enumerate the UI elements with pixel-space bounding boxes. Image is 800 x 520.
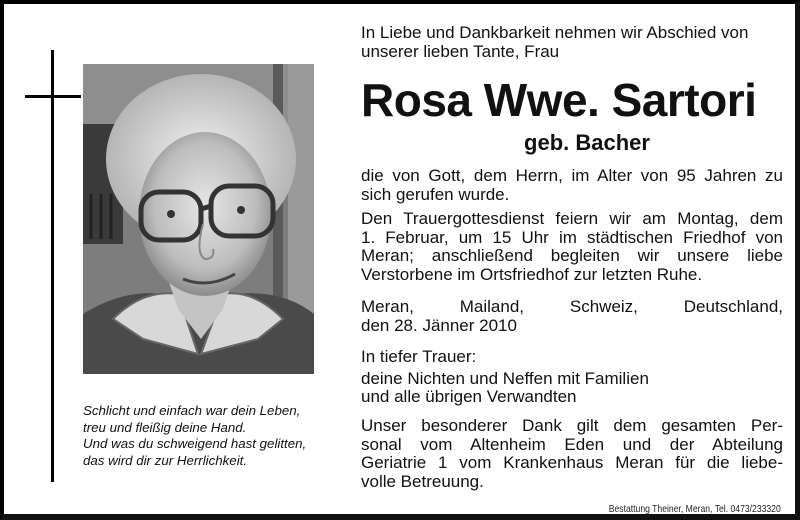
text-line: Verstorbene im Ortsfriedhof zur letzten Ruhe. [361,264,703,284]
places-line: Meran, Mailand, Schweiz, Deutschland, [361,297,783,316]
poem-line: treu und fleißig deine Hand. [83,419,247,435]
poem-line: das wird dir zur Herrlichkeit. [83,452,248,468]
place-date [361,298,783,335]
maiden-name: geb. Bacher [524,130,650,155]
thanks-paragraph [361,417,783,491]
text-line: volle Betreuung. [361,471,484,491]
intro-text [361,23,748,61]
text-line: die von Gott, dem Herrn, im Alter von 95 Jahren zu [361,166,783,185]
intro-line: unserer lieben Tante, Frau [361,42,560,61]
text-line: sonal vom Altenheim Eden und der Abteilung [361,434,783,454]
mourners-section [361,348,783,407]
memorial-poem [83,403,343,469]
mourner-line: und alle übrigen Verwandten [361,387,577,406]
poem-line: Und was du schweigend hast gelitten, [83,436,307,451]
mourner-line: deine Nichten und Neffen mit Familien [361,368,649,388]
intro-line: In Liebe und Dankbarkeit nehmen wir Abschied von [361,23,749,42]
portrait-photo [83,64,314,374]
deceased-name: Rosa Wwe. Sartori [361,74,757,126]
text-line: Unser besonderer Dank gilt dem gesamten Per- [361,416,783,435]
text-line: Geriatrie 1 vom Krankenhaus Meran für die liebe- [361,453,783,472]
date-line: den 28. Jänner 2010 [361,315,517,335]
mourning-heading: In tiefer Trauer: [361,347,477,366]
death-paragraph [361,167,783,204]
cross-vertical-bar [51,50,54,482]
text-line: 1. Februar, um 15 Uhr im städtischen Friedhof von [361,227,783,247]
funeral-home-credit: Bestattung Theiner, Meran, Tel. 0473/233320 [608,503,781,515]
cross-horizontal-bar [25,95,81,98]
poem-line: Schlicht und einfach war dein Leben, [83,403,301,418]
text-line: Meran; anschließend begleiten wir unsere liebe [361,246,783,265]
service-paragraph [361,210,783,284]
text-line: sich gerufen wurde. [361,184,510,204]
text-line: Den Trauergottesdienst feiern wir am Montag, dem [361,209,783,228]
